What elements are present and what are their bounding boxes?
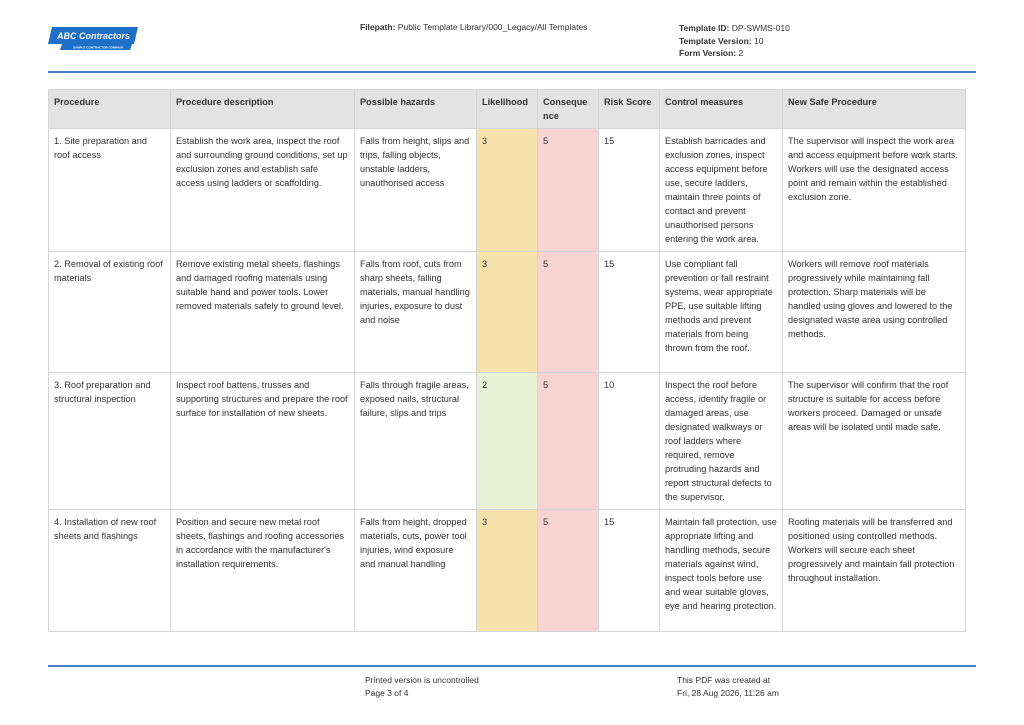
header-divider (48, 71, 976, 73)
header-likelihood: Likelihood (477, 90, 538, 129)
header-procedure-description: Procedure description (171, 90, 355, 129)
risk-score-cell: 15 (599, 129, 660, 252)
uncontrolled-notice: Printed version is uncontrolled (365, 675, 479, 685)
likelihood-cell: 3 (477, 510, 538, 632)
hazards-cell: Falls from height, slips and trips, falling objects, unstable ladders, unauthorised access (355, 129, 477, 252)
created-timestamp: Fri, 28 Aug 2026, 11:26 am (677, 687, 779, 698)
filepath-value: Public Template Library/000_Legacy/All Templates (397, 22, 588, 32)
table-row (49, 129, 966, 252)
page-number: Page 3 of 4 (365, 687, 409, 698)
hazards-cell: Falls from roof, cuts from sharp sheets, falling materials, manual handling injuries, exposure to dust and noise (355, 252, 477, 373)
header-possible-hazards: Possible hazards (355, 90, 477, 129)
table-row (49, 510, 966, 632)
filepath (360, 22, 587, 32)
company-logo (48, 26, 140, 52)
risk-score-cell: 15 (599, 252, 660, 373)
page-header (0, 0, 1024, 72)
header-procedure: Procedure (49, 90, 171, 129)
created-label: This PDF was created at (677, 675, 771, 685)
controls-cell: Use compliant fall prevention or fall restraint systems, wear appropriate PPE, use suitable lifting methods and prevent materials from being thrown from the roof. (660, 252, 783, 373)
template-info (679, 22, 790, 60)
procedure-cell: 3. Roof preparation and structural inspection (49, 373, 171, 510)
new-procedure-cell: Roofing materials will be transferred and positioned using controlled methods. Workers will secure each sheet progressively and maintain fall protection throughout installation. (783, 510, 966, 632)
consequence-cell: 5 (538, 129, 599, 252)
controls-cell: Inspect the roof before access, identify fragile or damaged areas, use designated walkways or roof ladders where required, remove protruding hazards and report structural defects to the supervisor. (660, 373, 783, 510)
procedure-cell: 1. Site preparation and roof access (49, 129, 171, 252)
hazards-cell: Falls through fragile areas, exposed nails, structural failure, slips and trips (355, 373, 477, 510)
controls-cell: Establish barricades and exclusion zones, inspect access equipment before use, secure ladders, maintain three points of contact and prevent unauthorised persons entering the work area. (660, 129, 783, 252)
description-cell: Inspect roof battens, trusses and supporting structures and prepare the roof surface for installation of new sheets. (171, 373, 355, 510)
header-risk-score: Risk Score (599, 90, 660, 129)
controls-cell: Maintain fall protection, use appropriate lifting and handling methods, secure materials against wind, inspect tools before use and wear suitable gloves, eye and hearing protection. (660, 510, 783, 632)
abc-contractors-logo-icon (48, 26, 140, 52)
risk-score-cell: 10 (599, 373, 660, 510)
new-procedure-cell: The supervisor will confirm that the roof structure is suitable for access before workers proceed. Damaged or unsafe areas will be isolated until made safe. (783, 373, 966, 510)
header-new-safe-procedure: New Safe Procedure (783, 90, 966, 129)
likelihood-cell: 3 (477, 129, 538, 252)
table-row (49, 252, 966, 373)
hazards-cell: Falls from height, dropped materials, cuts, power tool injuries, wind exposure and manual handling (355, 510, 477, 632)
consequence-cell: 5 (538, 373, 599, 510)
likelihood-cell: 2 (477, 373, 538, 510)
filepath-label: Filepath: (360, 22, 396, 32)
procedure-cell: 4. Installation of new roof sheets and flashings (49, 510, 171, 632)
description-cell: Position and secure new metal roof sheets, flashings and roofing accessories in accordance with the manufacturer's installation requirements. (171, 510, 355, 632)
footer-right (677, 674, 779, 699)
swms-table (48, 89, 966, 632)
likelihood-cell: 3 (477, 252, 538, 373)
footer-divider (48, 665, 976, 667)
table-row (49, 373, 966, 510)
table-header-row (49, 90, 966, 129)
procedure-cell: 2. Removal of existing roof materials (49, 252, 171, 373)
form-version: Form Version: 2 (679, 48, 744, 58)
consequence-cell: 5 (538, 252, 599, 373)
footer-left (365, 674, 479, 699)
header-control-measures: Control measures (660, 90, 783, 129)
header-consequence: Consequence (538, 90, 599, 129)
template-id: Template ID: DP-SWMS-010 (679, 23, 790, 33)
new-procedure-cell: The supervisor will inspect the work area and access equipment before work starts. Workers will use the designated access point and remain within the established exclusion zone. (783, 129, 966, 252)
risk-score-cell: 15 (599, 510, 660, 632)
description-cell: Remove existing metal sheets, flashings and damaged roofing materials using suitable hand and power tools. Lower removed materials safely to ground level. (171, 252, 355, 373)
svg-text:ABC Contractors: ABC Contractors (57, 31, 131, 41)
description-cell: Establish the work area, inspect the roof and surrounding ground conditions, set up exclusion zones and establish safe access using ladders or scaffolding. (171, 129, 355, 252)
consequence-cell: 5 (538, 510, 599, 632)
new-procedure-cell: Workers will remove roof materials progressively while maintaining fall protection. Sharp materials will be handled using gloves and lowered to the designated waste area using controlled methods. (783, 252, 966, 373)
svg-text:SAMPLE CONTRACTOR COMPANY: SAMPLE CONTRACTOR COMPANY (73, 45, 124, 50)
template-version: Template Version: 10 (679, 35, 764, 46)
